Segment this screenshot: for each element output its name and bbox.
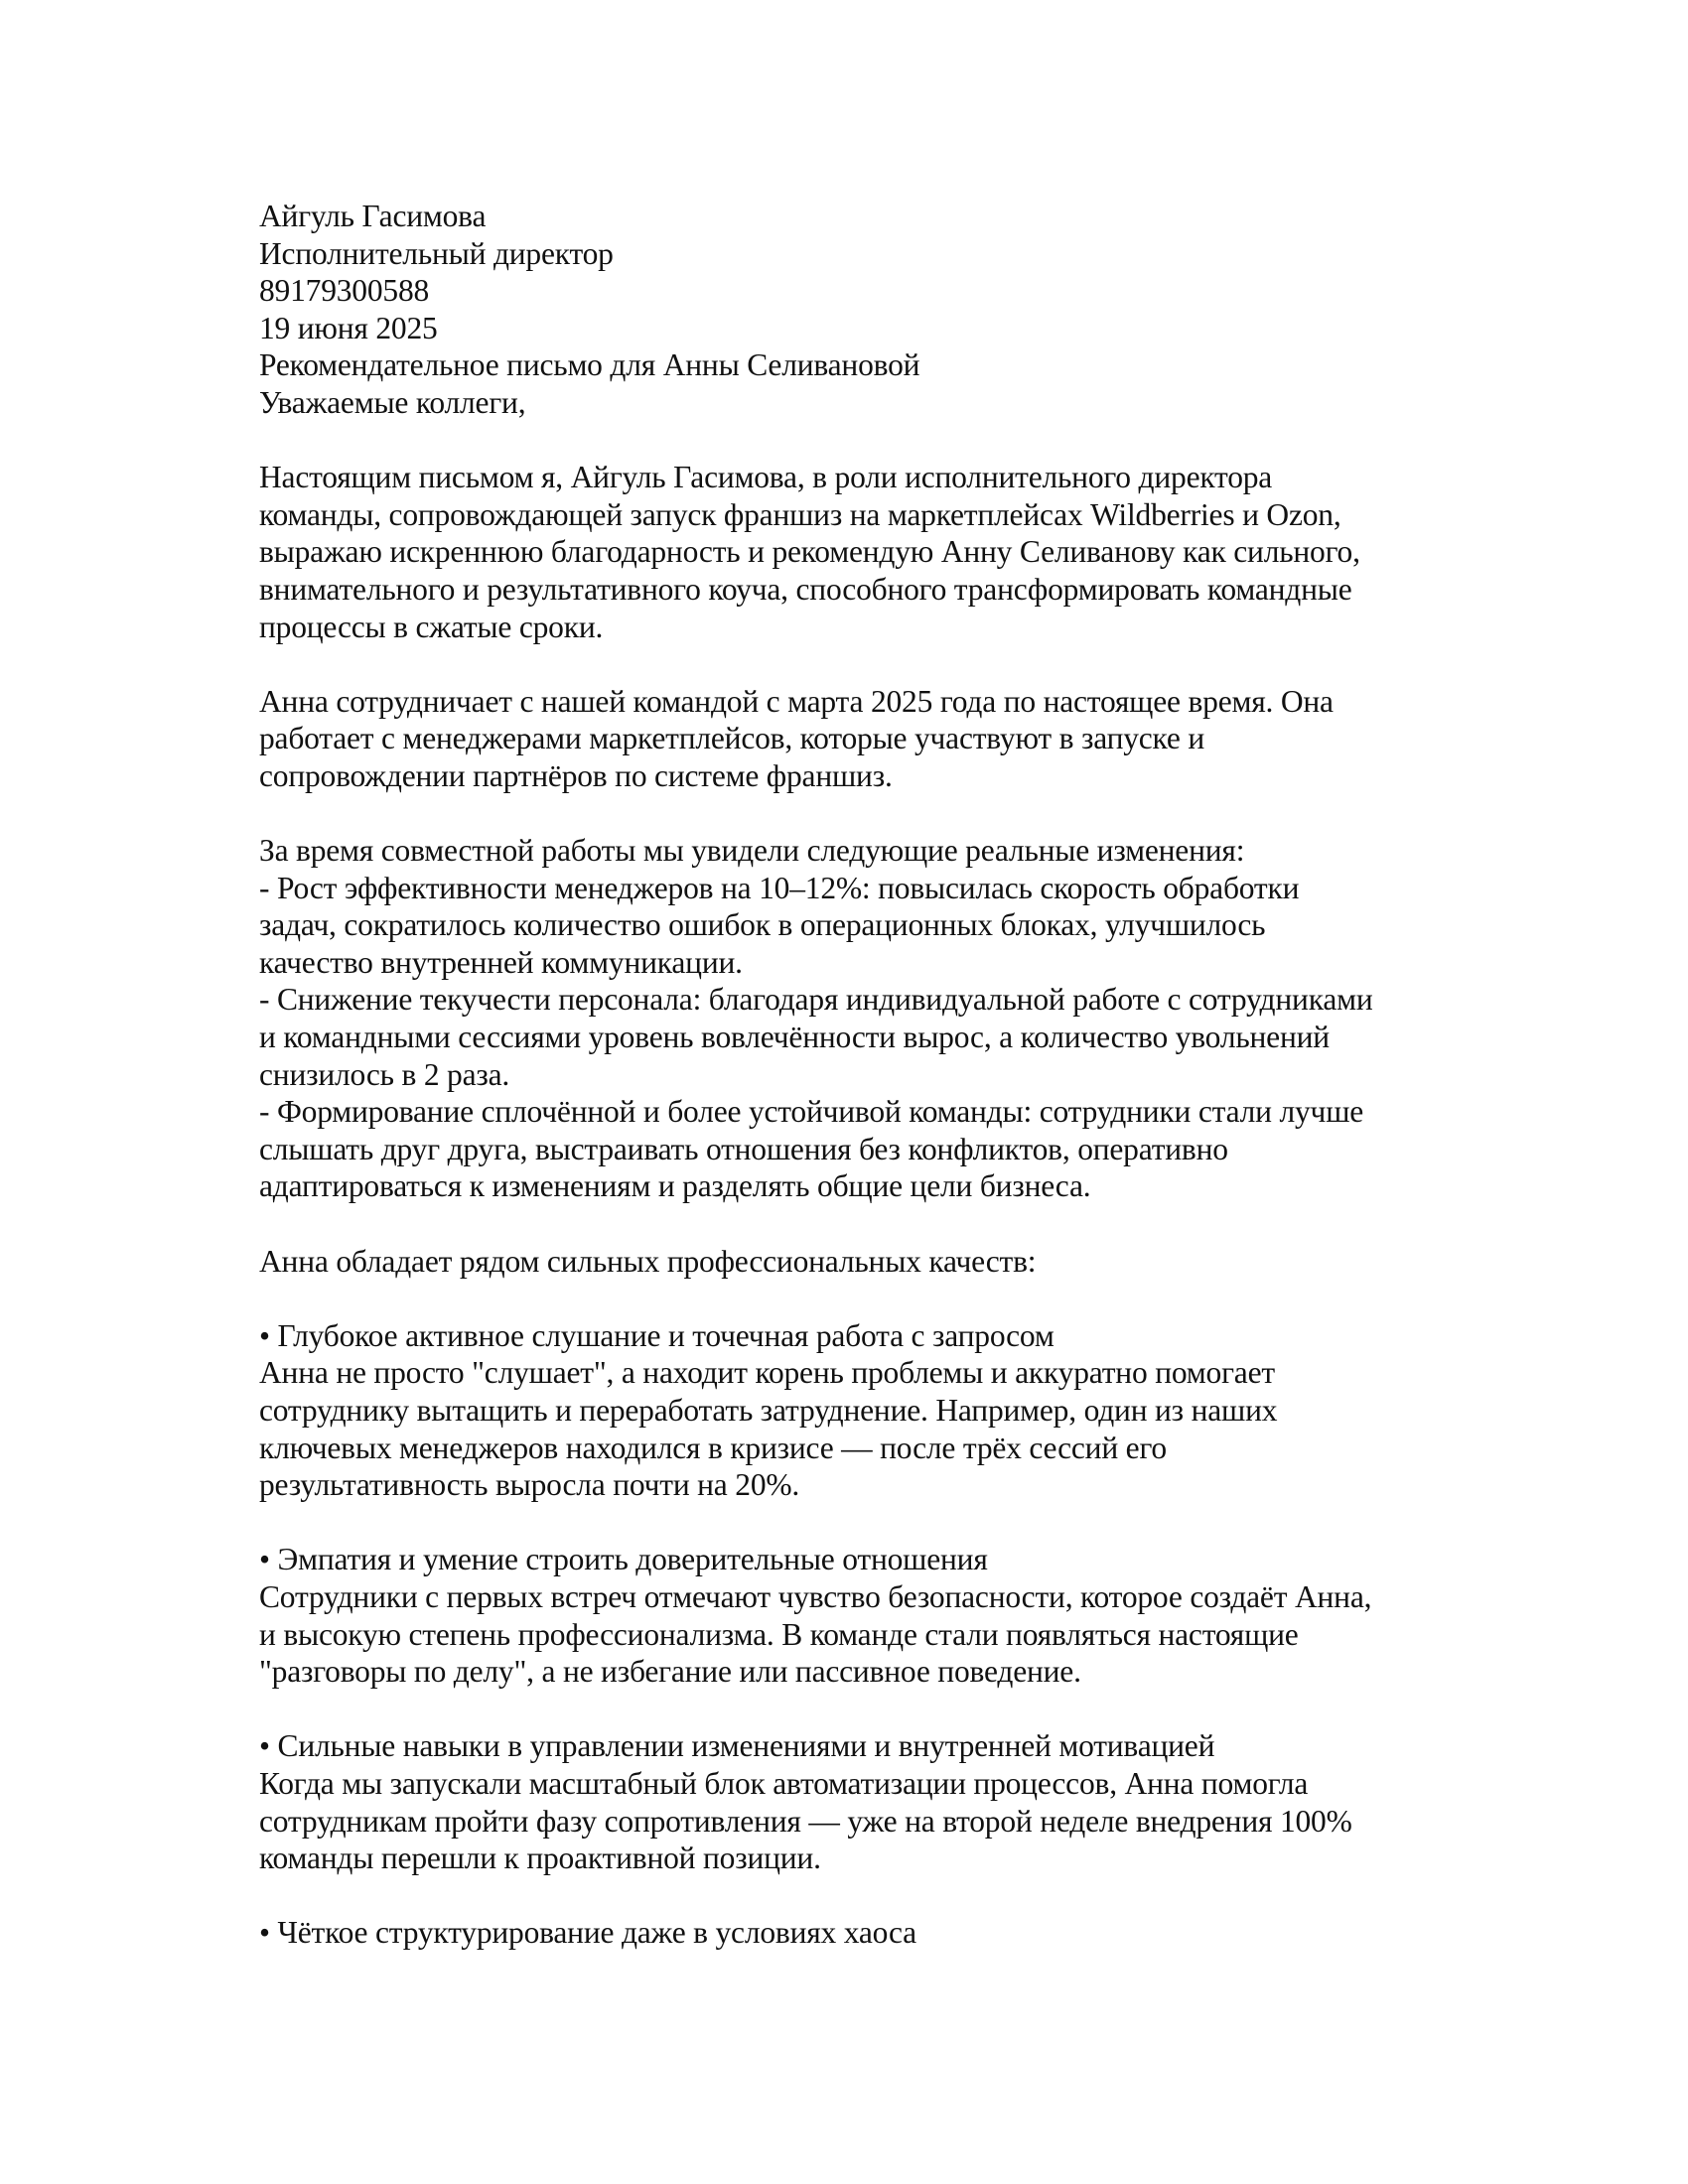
body-line: внимательного и результативного коуча, способного трансформировать командные xyxy=(259,571,1352,607)
sender-name: Айгуль Гасимова xyxy=(259,199,487,233)
body-line: процессы в сжатые сроки. xyxy=(259,609,604,644)
body-line: • Глубокое активное слушание и точечная работа с запросом xyxy=(259,1317,1055,1353)
blank-line xyxy=(259,1205,1451,1243)
body-line: команды, сопровождающей запуск франшиз на маркетплейсах Wildberries и Ozon, xyxy=(259,496,1341,532)
body-line: качество внутренней коммуникации. xyxy=(259,944,743,980)
body-line: и высокую степень профессионализма. В команде стали появляться настоящие xyxy=(259,1616,1299,1652)
body-line: сотруднику вытащить и переработать затруднение. Например, один из наших xyxy=(259,1393,1278,1428)
body-line: Анна обладает рядом сильных профессиональных качеств: xyxy=(259,1243,1037,1279)
body-line: снизилось в 2 раза. xyxy=(259,1056,510,1092)
body-line: За время совместной работы мы увидели следующие реальные изменения: xyxy=(259,833,1245,869)
body-line: "разговоры по делу", а не избегание или пассивное поведение. xyxy=(259,1654,1081,1690)
blank-line xyxy=(259,1280,1451,1317)
body-line: • Сильные навыки в управлении изменениями и внутренней мотивацией xyxy=(259,1728,1215,1764)
body-line: сотрудникам пройти фазу сопротивления — уже на второй неделе внедрения 100% xyxy=(259,1803,1352,1839)
blank-line xyxy=(259,1504,1451,1542)
body-line: работает с менеджерами маркетплейсов, которые участвуют в запуске и xyxy=(259,721,1204,756)
blank-line xyxy=(259,1877,1451,1915)
body-line: команды перешли к проактивной позиции. xyxy=(259,1841,821,1876)
body-line: Анна не просто "слушает", а находит корень проблемы и аккуратно помогает xyxy=(259,1355,1275,1391)
blank-line xyxy=(259,1691,1451,1728)
body-line: и командными сессиями уровень вовлечённости вырос, а количество увольнений xyxy=(259,1020,1330,1055)
letter-body xyxy=(259,422,1451,1952)
body-line: результативность выросла почти на 20%. xyxy=(259,1467,800,1503)
letter-document xyxy=(259,198,1451,1952)
body-line: Анна сотрудничает с нашей командой с марта 2025 года по настоящее время. Она xyxy=(259,683,1334,719)
body-line: Сотрудники с первых встреч отмечают чувство безопасности, которое создаёт Анна, xyxy=(259,1578,1372,1614)
body-line: слышать друг друга, выстраивать отношения без конфликтов, оперативно xyxy=(259,1131,1228,1166)
sender-position: Исполнительный директор xyxy=(259,235,614,271)
blank-line xyxy=(259,645,1451,683)
body-line: сопровождении партнёров по системе франшиз. xyxy=(259,757,893,793)
body-line: выражаю искреннюю благодарность и рекомендую Анну Селиванову как сильного, xyxy=(259,534,1360,570)
body-line: - Формирование сплочённой и более устойчивой команды: сотрудники стали лучше xyxy=(259,1094,1364,1130)
body-line: Когда мы запускали масштабный блок автоматизации процессов, Анна помогла xyxy=(259,1765,1309,1801)
body-line: ключевых менеджеров находился в кризисе — после трёх сессий его xyxy=(259,1430,1167,1465)
body-line: Настоящим письмом я, Айгуль Гасимова, в роли исполнительного директора xyxy=(259,460,1273,495)
body-line: • Чёткое структурирование даже в условиях хаоса xyxy=(259,1915,916,1951)
body-line: - Снижение текучести персонала: благодаря индивидуальной работе с сотрудниками xyxy=(259,982,1373,1018)
body-line: - Рост эффективности менеджеров на 10–12%: повысилась скорость обработки xyxy=(259,870,1300,905)
sender-phone: 89179300588 xyxy=(259,273,430,309)
body-line: • Эмпатия и умение строить доверительные отношения xyxy=(259,1542,988,1577)
body-line: адаптироваться к изменениям и разделять общие цели бизнеса. xyxy=(259,1168,1091,1204)
letter-subject: Рекомендательное письмо для Анны Селивановой xyxy=(259,347,920,383)
blank-line xyxy=(259,422,1451,460)
blank-line xyxy=(259,795,1451,833)
letter-date: 19 июня 2025 xyxy=(259,310,438,345)
letter-greeting: Уважаемые коллеги, xyxy=(259,384,526,420)
body-line: задач, сократилось количество ошибок в операционных блоках, улучшилось xyxy=(259,907,1266,943)
